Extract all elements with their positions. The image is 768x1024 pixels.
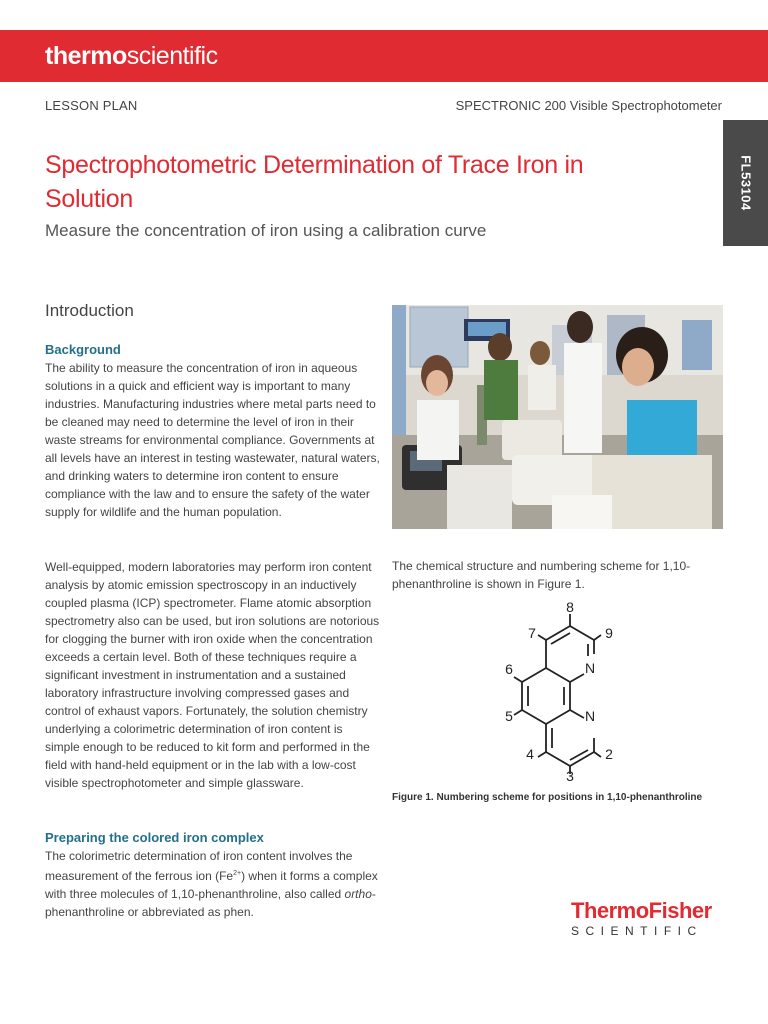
figure-intro-paragraph: The chemical structure and numbering scheme for 1,10-phenanthroline is shown in Figure 1.	[392, 559, 691, 591]
pos-9-label: 9	[605, 625, 613, 641]
pos-8-label: 8	[566, 599, 574, 615]
background-heading: Background	[45, 342, 121, 357]
thermofisher-logo-sub: SCIENTIFIC	[571, 924, 703, 938]
page-subtitle: Measure the concentration of iron using a calibration curve	[45, 221, 487, 240]
thermo-scientific-logo	[45, 42, 218, 71]
ferrous-charge: 2+	[233, 870, 242, 877]
labs-paragraph: Well-equipped, modern laboratories may perform iron content analysis by atomic emission spectroscopy in an inductively coupled plasma (ICP) spectrometer. Flame atomic absorption spectrometry also can be used, but iron solutions are notorious for clogging the burner with iron oxide when the concentration exceeds a certain level. Both of these techniques require a significant investment in instrumentation and a sustained laboratory infrastructure involving compressed gases and control of exhaust vapors. Fortunately, the solution chemistry underlying a colorimetric determination of iron content is simple enough to be reduced to kit form and performed in the field with hand-held equipment or in the lab with a low-cost visible spectrophotometer and simple glassware.	[45, 560, 380, 790]
page-title: Spectrophotometric Determination of Trace Iron in Solution	[45, 151, 584, 213]
product-name: SPECTRONIC 200 Visible Spectrophotometer	[455, 98, 722, 113]
thermofisher-logo	[571, 899, 712, 938]
complex-heading: Preparing the colored iron complex	[45, 830, 264, 845]
nitrogen-1-label: N	[584, 660, 596, 676]
photo-illustration	[392, 305, 723, 529]
pos-6-label: 6	[505, 661, 513, 677]
logo-light: scientific	[126, 42, 218, 70]
complex-text-2: ) when it forms a complex with three molecules of 1,10-phenanthroline, also called	[45, 869, 378, 901]
doc-code-tab	[723, 120, 768, 246]
ortho-italic: ortho	[344, 887, 372, 901]
doc-code: FL53104	[738, 155, 753, 211]
figure-caption: Figure 1. Numbering scheme for positions in 1,10-phenanthroline	[392, 792, 703, 803]
complex-text-3: -phenanthroline or abbreviated as phen.	[45, 887, 376, 919]
complex-paragraph	[45, 847, 380, 921]
pos-7-label: 7	[528, 625, 536, 641]
introduction-heading: Introduction	[45, 301, 134, 320]
logo-bold: thermo	[45, 42, 127, 70]
phenanthroline-structure	[490, 598, 640, 784]
lab-classroom-photo	[392, 305, 723, 529]
pos-3-label: 3	[566, 768, 574, 784]
lesson-plan-label: LESSON PLAN	[45, 98, 138, 113]
complex-text-1: The colorimetric determination of iron content involves the measurement of the ferrous ion (Fe	[45, 849, 353, 883]
nitrogen-2-label: N	[584, 708, 596, 724]
pos-2-label: 2	[605, 746, 613, 762]
thermofisher-logo-main: ThermoFisher	[571, 898, 712, 923]
pos-4-label: 4	[526, 746, 534, 762]
pos-5-label: 5	[505, 708, 513, 724]
background-paragraph: The ability to measure the concentration of iron in aqueous solutions in a quick and efficient way is important to many industries. Manufacturing industries where metal parts need to be cleaned may need to determine the level of iron in their waste streams for environmental compliance. Governments at all levels have an interest in testing wastewater, natural waters, and drinking waters to determine iron content to ensure compliance with the law and to ensure the safety of the water supply for wildlife and the human population.	[45, 361, 380, 519]
